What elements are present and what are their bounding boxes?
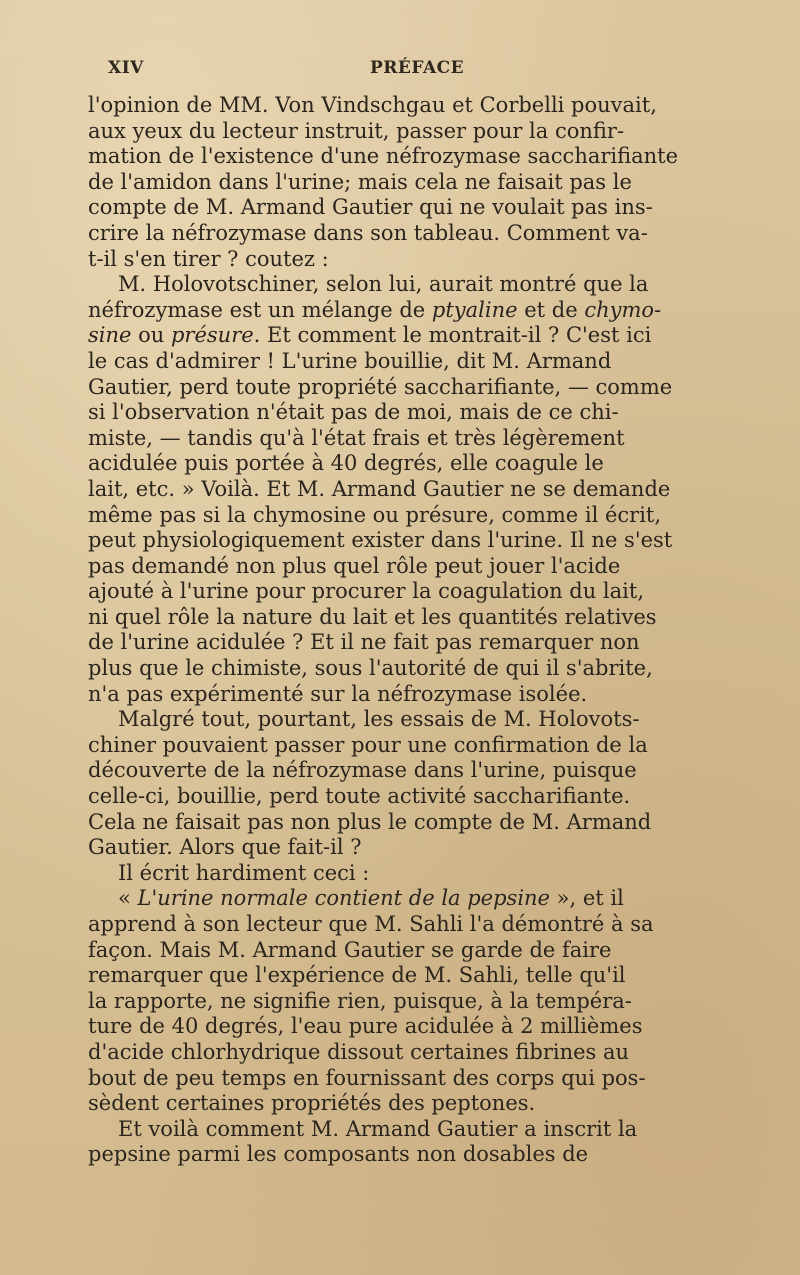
text-line: aux yeux du lecteur instruit, passer pour la confir-: [88, 118, 625, 143]
italic-quote: L'urine normale contient de la pepsine: [137, 886, 550, 911]
page-number: XIV: [108, 58, 144, 78]
paragraph-start: Et voilà comment M. Armand Gautier a inscrit la: [118, 1116, 638, 1141]
text-line: chiner pouvaient passer pour une confirmation de la: [88, 732, 648, 757]
paragraph-start: « L'urine normale contient de la pepsine », et il: [118, 886, 624, 911]
text-line: crire la néfrozymase dans son tableau. Comment va-: [88, 220, 648, 245]
text-line: Gautier. Alors que fait-il ?: [88, 835, 362, 860]
italic-term: chymo-: [584, 297, 662, 322]
text-line: sine ou présure. Et comment le montrait-il ? C'est ici: [88, 323, 652, 348]
text-line: plus que le chimiste, sous l'autorité de qui il s'abrite,: [88, 656, 653, 681]
paragraph-start: Il écrit hardiment ceci :: [118, 860, 370, 885]
running-head: [0, 58, 800, 82]
text-line: n'a pas expérimenté sur la néfrozymase isolée.: [88, 681, 588, 706]
paragraph-start: Malgré tout, pourtant, les essais de M. Holovots-: [118, 707, 640, 732]
paragraph-start: M. Holovotschiner, selon lui, aurait montré que la: [118, 272, 649, 297]
text-line: ni quel rôle la nature du lait et les quantités relatives: [88, 604, 657, 629]
text-line: découverte de la néfrozymase dans l'urine, puisque: [88, 758, 637, 783]
body-text: [88, 93, 714, 1168]
text-line: façon. Mais M. Armand Gautier se garde de faire: [88, 937, 612, 962]
text-line: même pas si la chymosine ou présure, comme il écrit,: [88, 502, 662, 527]
text-line: compte de M. Armand Gautier qui ne voulait pas ins-: [88, 195, 653, 220]
text-line: pas demandé non plus quel rôle peut jouer l'acide: [88, 553, 621, 578]
text-line: le cas d'admirer ! L'urine bouillie, dit M. Armand: [88, 348, 612, 373]
italic-term: présure: [170, 323, 254, 348]
text-line: ajouté à l'urine pour procurer la coagulation du lait,: [88, 579, 644, 604]
text-line: peut physiologiquement exister dans l'urine. Il ne s'est: [88, 528, 673, 553]
italic-term: sine: [88, 323, 132, 348]
italic-term: ptyaline: [431, 297, 518, 322]
text-line: néfrozymase est un mélange de ptyaline et de chymo-: [88, 297, 662, 322]
text-line: ture de 40 degrés, l'eau pure acidulée à 2 millièmes: [88, 1014, 643, 1039]
text-line: t-il s'en tirer ? coutez :: [88, 246, 329, 271]
text-line: celle-ci, bouillie, perd toute activité saccharifiante.: [88, 784, 631, 809]
text-line: acidulée puis portée à 40 degrés, elle coagule le: [88, 451, 604, 476]
text-line: si l'observation n'était pas de moi, mais de ce chi-: [88, 400, 619, 425]
text-line: de l'amidon dans l'urine; mais cela ne faisait pas le: [88, 169, 632, 194]
text-line: l'opinion de MM. Von Vindschgau et Corbelli pouvait,: [88, 93, 657, 117]
text-line: lait, etc. » Voilà. Et M. Armand Gautier ne se demande: [88, 476, 671, 501]
text-line: miste, — tandis qu'à l'état frais et très légèrement: [88, 425, 625, 450]
text-line: remarquer que l'expérience de M. Sahli, telle qu'il: [88, 963, 626, 988]
text-line: mation de l'existence d'une néfrozymase saccharifiante: [88, 144, 679, 169]
text-line: apprend à son lecteur que M. Sahli l'a démontré à sa: [88, 912, 654, 936]
text-line: sèdent certaines propriétés des peptones.: [88, 1091, 536, 1116]
text-line: Gautier, perd toute propriété saccharifiante, — comme: [88, 374, 673, 399]
text-line: de l'urine acidulée ? Et il ne fait pas remarquer non: [88, 630, 640, 655]
text-line: pepsine parmi les composants non dosables de: [88, 1142, 589, 1167]
text-line: la rapporte, ne signifie rien, puisque, à la tempéra-: [88, 988, 632, 1013]
running-title: PRÉFACE: [370, 58, 465, 78]
text-line: d'acide chlorhydrique dissout certaines fibrines au: [88, 1039, 630, 1064]
text-line: bout de peu temps en fournissant des corps qui pos-: [88, 1065, 646, 1090]
text-line: Cela ne faisait pas non plus le compte de M. Armand: [88, 809, 652, 834]
